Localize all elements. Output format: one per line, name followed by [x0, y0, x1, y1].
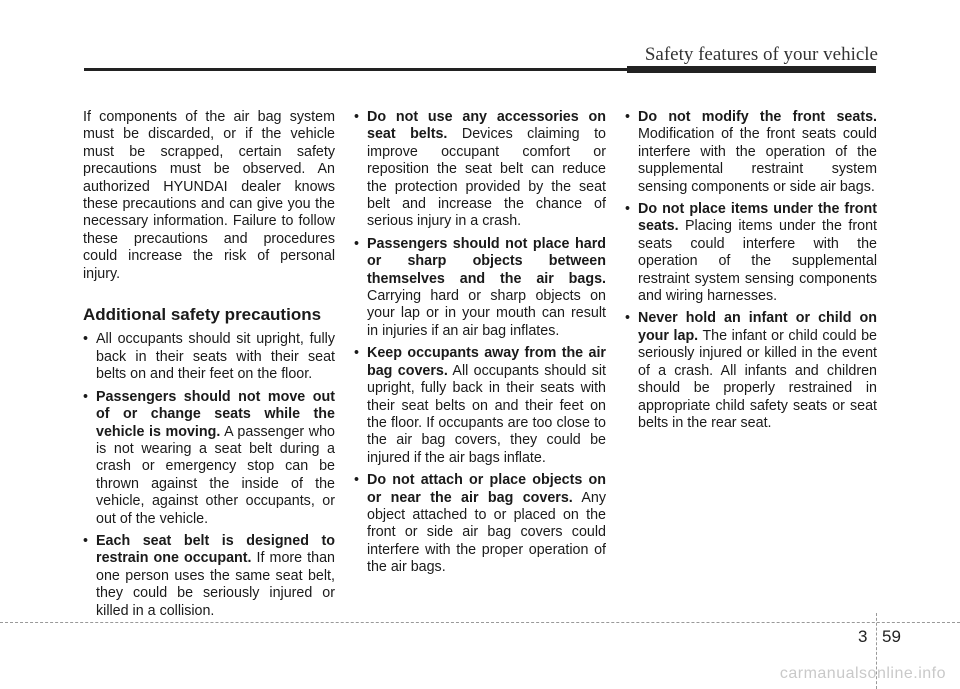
bullet-text: If more than one person uses the same seat belt, they could be seriously injured or killed in a collision.	[96, 550, 335, 619]
bullet-bold-text: Keep occupants away from the air bag covers.	[367, 345, 606, 379]
column-1	[83, 109, 335, 625]
bullet-icon: •	[625, 310, 631, 327]
bullet-item	[83, 533, 335, 620]
bullet-item	[83, 389, 335, 528]
bullet-text: All occupants should sit upright, fully back in their seats with their seat belts on and their feet on the floor.	[96, 331, 335, 383]
bullet-bold-text: Do not modify the front seats.	[638, 109, 877, 125]
bullet-text: Carrying hard or sharp objects on your lap or in your mouth can result in injuries if an air bag inflates.	[367, 288, 606, 339]
page-number: 59	[882, 627, 901, 646]
bullet-icon: •	[625, 201, 631, 218]
bullet-icon: •	[354, 345, 360, 362]
bullet-item	[625, 109, 877, 196]
bullet-icon: •	[354, 472, 360, 489]
bullet-text: A passenger who is not wearing a seat belt during a crash or emergency stop can be thrown against the inside of the vehicle, against other occupants, or out of the vehicle.	[96, 423, 335, 527]
bullet-icon: •	[83, 331, 89, 348]
bullet-text: All occupants should sit upright, fully back in their seats with their seat belts on and their feet on the floor. If occupants are too close to the air bag covers, they could be injured if the air bags inflate.	[367, 362, 606, 466]
section-title: Safety features of your vehicle	[644, 44, 878, 65]
bullet-text: Placing items under the front seats could interfere with the operation of the supplemental restraint system sensing components and wiring harnesses.	[638, 218, 877, 305]
bullet-icon: •	[354, 235, 360, 252]
bullet-list	[625, 109, 877, 432]
bullet-bold-text: Do not attach or place objects on or near the air bag covers.	[367, 472, 606, 506]
bullet-item	[625, 310, 877, 432]
bullet-icon: •	[625, 109, 631, 125]
bullet-text: The infant or child could be seriously injured or killed in the event of a crash. All infants and children should be properly restrained in appropriate child safety seats or seat belts in the rear seat.	[638, 327, 877, 431]
chapter-number: 3	[858, 627, 868, 646]
bullet-bold-text: Do not use any accessories on seat belts.	[367, 109, 606, 143]
bullet-item	[83, 331, 335, 383]
bullet-item	[354, 236, 606, 340]
bullet-bold-text: Do not place items under the front seats.	[638, 201, 877, 235]
footer-rule	[0, 622, 960, 623]
column-3	[625, 109, 877, 437]
bullet-icon: •	[83, 388, 89, 405]
watermark: carmanualsonline.info	[779, 665, 946, 682]
header-rule-accent	[627, 66, 876, 73]
bullet-icon: •	[83, 532, 89, 549]
bullet-icon: •	[354, 109, 360, 125]
bullet-text: Any object attached to or placed on the front or side air bag covers could interfere with the proper operation of the air bags.	[367, 489, 606, 576]
intro-paragraph: If components of the air bag system must be discarded, or if the vehicle must be scrapped, certain safety precautions must be observed. An authorized HYUNDAI dealer knows these precautions and can give you the necessary information. Failure to follow these precautions and procedures could increase the risk of personal injury.	[83, 109, 335, 282]
bullet-list	[83, 331, 335, 620]
bullet-item	[625, 201, 877, 305]
bullet-item	[354, 109, 606, 231]
bullet-item	[354, 472, 606, 576]
section-heading: Additional safety precautions	[83, 305, 322, 325]
bullet-list	[354, 109, 606, 577]
bullet-bold-text: Never hold an infant or child on your lap.	[638, 310, 877, 344]
bullet-bold-text: Passengers should not move out of or change seats while the vehicle is moving.	[96, 388, 335, 440]
bullet-bold-text: Passengers should not place hard or sharp objects between themselves and the air bags.	[367, 235, 606, 287]
bullet-item	[354, 345, 606, 467]
bullet-text: Modification of the front seats could interfere with the operation of the supplemental restraint system sensing components or side air bags.	[638, 126, 877, 195]
bullet-bold-text: Each seat belt is designed to restrain one occupant.	[96, 532, 335, 567]
column-2	[354, 109, 606, 582]
bullet-text: Devices claiming to improve occupant comfort or reposition the seat belt can reduce the protection provided by the seat belt and increase the chance of serious injury in a crash.	[367, 126, 606, 230]
